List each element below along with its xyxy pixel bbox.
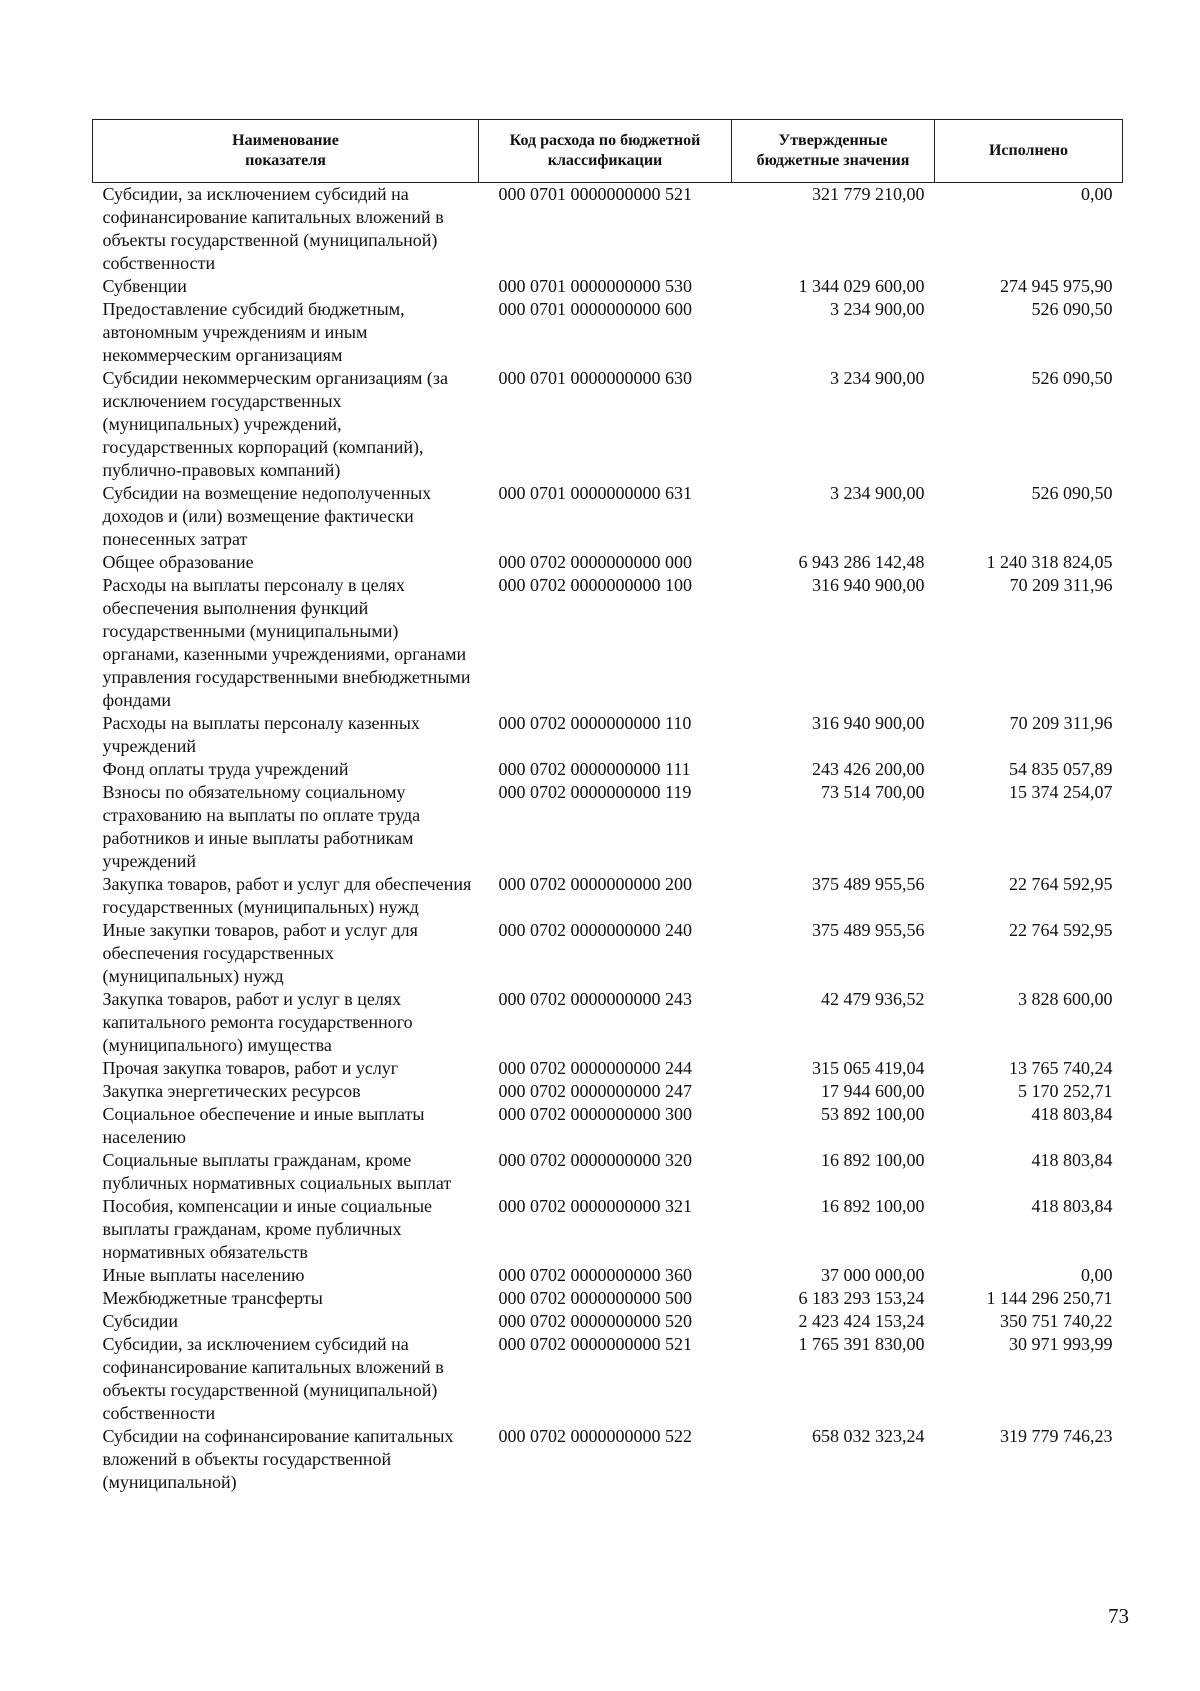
row-approved-cell: 1 344 029 600,00 [798, 276, 925, 296]
row-code-cell: 000 0702 0000000000 000 [498, 552, 692, 572]
row-executed-cell: 274 945 975,90 [1000, 276, 1113, 296]
table-row [93, 574, 1123, 712]
row-executed-cell: 5 170 252,71 [1018, 1081, 1113, 1101]
table-body [93, 183, 1123, 1495]
table-row [93, 367, 1123, 482]
table-row [93, 1057, 1123, 1080]
row-name-cell: Прочая закупка товаров, работ и услуг [102, 1058, 399, 1078]
table-row [93, 1103, 1123, 1149]
row-name-cell: Фонд оплаты труда учреждений [102, 759, 349, 779]
row-executed-cell: 30 971 993,99 [1009, 1334, 1113, 1354]
row-code-cell: 000 0702 0000000000 522 [498, 1426, 692, 1446]
row-approved-cell: 315 065 419,04 [812, 1058, 925, 1078]
row-approved-cell: 37 000 000,00 [821, 1265, 925, 1285]
table-row [93, 758, 1123, 781]
row-executed-cell: 1 144 296 250,71 [986, 1288, 1113, 1308]
row-approved-cell: 2 423 424 153,24 [798, 1311, 925, 1331]
row-executed-cell: 418 803,84 [1031, 1104, 1113, 1124]
row-approved-cell: 17 944 600,00 [821, 1081, 925, 1101]
row-approved-cell: 16 892 100,00 [821, 1150, 925, 1170]
row-approved-cell: 316 940 900,00 [812, 713, 925, 733]
row-name-cell: Субсидии некоммерческим организациям (за исключением государственных (муниципальных) учреждений, государственных корпораций (компаний), публично-правовых компаний) [102, 368, 448, 480]
row-approved-cell: 16 892 100,00 [821, 1196, 925, 1216]
table-header-row [93, 120, 1123, 183]
row-name-cell: Субвенции [102, 276, 187, 296]
page-number: 73 [1108, 1604, 1129, 1628]
row-code-cell: 000 0702 0000000000 500 [498, 1288, 692, 1308]
row-name-cell: Закупка товаров, работ и услуг в целях капитального ремонта государственного (муниципального) имущества [102, 989, 413, 1055]
table-row [93, 1425, 1123, 1494]
row-executed-cell: 418 803,84 [1031, 1196, 1113, 1216]
row-name-cell: Социальные выплаты гражданам, кроме публичных нормативных социальных выплат [102, 1150, 452, 1193]
table-row [93, 275, 1123, 298]
header-indicator-name: Наименование показателя [93, 120, 479, 183]
row-approved-cell: 375 489 955,56 [812, 874, 925, 894]
row-approved-cell: 53 892 100,00 [821, 1104, 925, 1124]
header-executed: Исполнено [935, 120, 1123, 183]
row-executed-cell: 54 835 057,89 [1009, 759, 1113, 779]
row-name-cell: Иные закупки товаров, работ и услуг для обеспечения государственных (муниципальных) нужд [102, 920, 418, 986]
row-executed-cell: 418 803,84 [1031, 1150, 1113, 1170]
row-code-cell: 000 0702 0000000000 247 [498, 1081, 692, 1101]
row-code-cell: 000 0702 0000000000 111 [498, 759, 691, 779]
row-name-cell: Субсидии на софинансирование капитальных вложений в объекты государственной (муниципальной) [102, 1426, 454, 1492]
row-approved-cell: 6 943 286 142,48 [798, 552, 925, 572]
row-executed-cell: 70 209 311,96 [1009, 575, 1113, 595]
row-code-cell: 000 0701 0000000000 530 [498, 276, 692, 296]
row-code-cell: 000 0701 0000000000 600 [498, 299, 692, 319]
row-approved-cell: 73 514 700,00 [821, 782, 925, 802]
row-name-cell: Социальное обеспечение и иные выплаты населению [102, 1104, 425, 1147]
header-approved-values: Утвержденные бюджетные значения [732, 120, 935, 183]
table-row [93, 298, 1123, 367]
row-code-cell: 000 0702 0000000000 200 [498, 874, 692, 894]
row-code-cell: 000 0702 0000000000 360 [498, 1265, 692, 1285]
row-code-cell: 000 0702 0000000000 110 [498, 713, 692, 733]
row-approved-cell: 3 234 900,00 [830, 299, 925, 319]
row-name-cell: Пособия, компенсации и иные социальные выплаты гражданам, кроме публичных нормативных обязательств [102, 1196, 433, 1262]
table-row [93, 1264, 1123, 1287]
row-executed-cell: 0,00 [1081, 1265, 1113, 1285]
row-code-cell: 000 0702 0000000000 240 [498, 920, 692, 940]
row-name-cell: Субсидии на возмещение недополученных доходов и (или) возмещение фактически понесенных затрат [102, 483, 432, 549]
row-executed-cell: 0,00 [1081, 184, 1113, 204]
row-name-cell: Межбюджетные трансферты [102, 1288, 323, 1308]
row-executed-cell: 13 765 740,24 [1009, 1058, 1113, 1078]
table-row [93, 1310, 1123, 1333]
row-executed-cell: 526 090,50 [1031, 483, 1113, 503]
row-executed-cell: 70 209 311,96 [1009, 713, 1113, 733]
row-name-cell: Субсидии, за исключением субсидий на софинансирование капитальных вложений в объекты государственной (муниципальной) собственности [102, 184, 444, 273]
table-row [93, 183, 1123, 276]
row-name-cell: Субсидии, за исключением субсидий на софинансирование капитальных вложений в объекты государственной (муниципальной) собственности [102, 1334, 444, 1423]
row-code-cell: 000 0702 0000000000 119 [498, 782, 692, 802]
row-code-cell: 000 0701 0000000000 521 [498, 184, 692, 204]
row-code-cell: 000 0701 0000000000 631 [498, 483, 692, 503]
table-row [93, 1149, 1123, 1195]
table-row [93, 1287, 1123, 1310]
row-approved-cell: 1 765 391 830,00 [798, 1334, 925, 1354]
table-row [93, 873, 1123, 919]
row-executed-cell: 526 090,50 [1031, 299, 1113, 319]
header-expense-code: Код расхода по бюджетной классификации [479, 120, 732, 183]
row-code-cell: 000 0702 0000000000 243 [498, 989, 692, 1009]
row-executed-cell: 319 779 746,23 [1000, 1426, 1113, 1446]
row-approved-cell: 375 489 955,56 [812, 920, 925, 940]
row-name-cell: Расходы на выплаты персоналу в целях обеспечения выполнения функций государственными (муниципальными) органами, казенными учреждениями, органами управления государственными внебюджетными фондами [102, 575, 471, 710]
row-code-cell: 000 0702 0000000000 300 [498, 1104, 692, 1124]
row-name-cell: Расходы на выплаты персоналу казенных учреждений [102, 713, 420, 756]
row-executed-cell: 3 828 600,00 [1018, 989, 1113, 1009]
table-row [93, 482, 1123, 551]
row-approved-cell: 321 779 210,00 [812, 184, 925, 204]
row-name-cell: Иные выплаты населению [102, 1265, 305, 1285]
table-row [93, 1080, 1123, 1103]
row-approved-cell: 3 234 900,00 [830, 483, 925, 503]
row-approved-cell: 42 479 936,52 [821, 989, 925, 1009]
row-approved-cell: 3 234 900,00 [830, 368, 925, 388]
row-code-cell: 000 0702 0000000000 320 [498, 1150, 692, 1170]
row-name-cell: Общее образование [102, 552, 254, 572]
row-name-cell: Закупка товаров, работ и услуг для обеспечения государственных (муниципальных) нужд [102, 874, 472, 917]
row-code-cell: 000 0701 0000000000 630 [498, 368, 692, 388]
row-executed-cell: 22 764 592,95 [1009, 874, 1113, 894]
table-row [93, 1195, 1123, 1264]
table-row [93, 988, 1123, 1057]
budget-execution-table [92, 119, 1123, 1494]
table-row [93, 1333, 1123, 1425]
row-code-cell: 000 0702 0000000000 100 [498, 575, 692, 595]
row-approved-cell: 316 940 900,00 [812, 575, 925, 595]
row-code-cell: 000 0702 0000000000 244 [498, 1058, 692, 1078]
row-code-cell: 000 0702 0000000000 520 [498, 1311, 692, 1331]
row-code-cell: 000 0702 0000000000 321 [498, 1196, 692, 1216]
table-row [93, 712, 1123, 758]
row-executed-cell: 22 764 592,95 [1009, 920, 1113, 940]
row-executed-cell: 350 751 740,22 [1000, 1311, 1113, 1331]
row-executed-cell: 15 374 254,07 [1009, 782, 1113, 802]
row-executed-cell: 1 240 318 824,05 [986, 552, 1113, 572]
row-approved-cell: 658 032 323,24 [812, 1426, 925, 1446]
row-approved-cell: 6 183 293 153,24 [798, 1288, 925, 1308]
row-name-cell: Субсидии [102, 1311, 179, 1331]
row-code-cell: 000 0702 0000000000 521 [498, 1334, 692, 1354]
row-executed-cell: 526 090,50 [1031, 368, 1113, 388]
row-name-cell: Закупка энергетических ресурсов [102, 1081, 361, 1101]
table-row [93, 781, 1123, 873]
table-row [93, 919, 1123, 988]
table-row [93, 551, 1123, 574]
row-name-cell: Предоставление субсидий бюджетным, автономным учреждениям и иным некоммерческим организациям [102, 299, 405, 365]
row-approved-cell: 243 426 200,00 [812, 759, 925, 779]
row-name-cell: Взносы по обязательному социальному страхованию на выплаты по оплате труда работников и иные выплаты работникам учреждений [102, 782, 421, 871]
